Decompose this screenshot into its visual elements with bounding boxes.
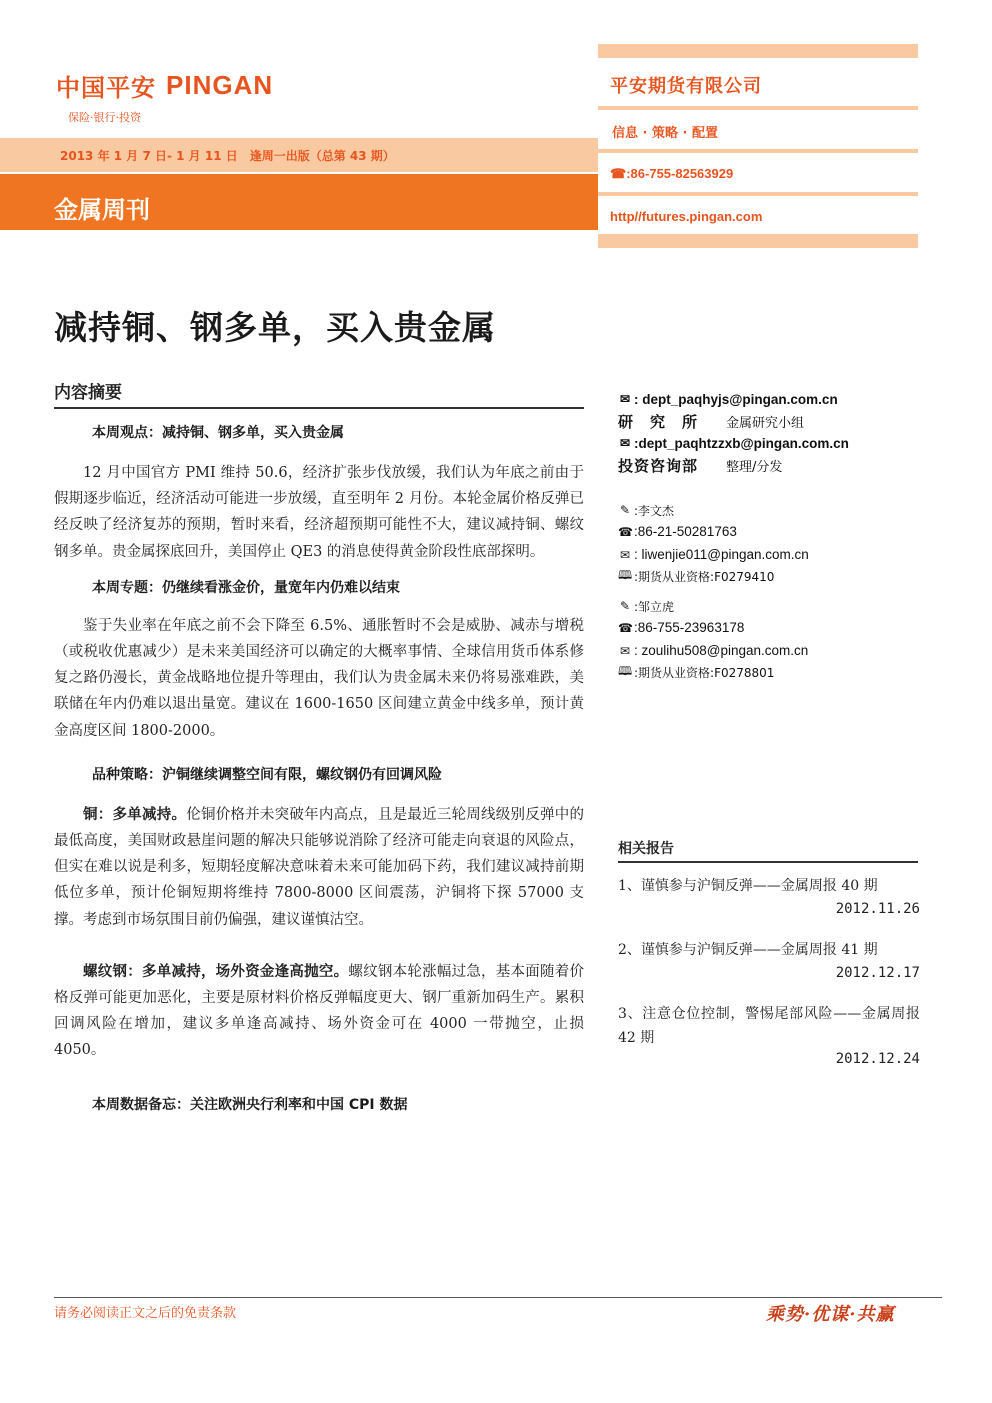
analyst-name-row [618,500,918,520]
consult-label: 投资咨询部 [618,456,699,475]
rebar-paragraph [54,959,584,1064]
section-strategy-title: 品种策略：沪铜继续调整空间有限，螺纹钢仍有回调风险 [92,766,442,783]
consult-dept-row [618,454,918,476]
analyst-license-row [618,566,918,586]
related-date: 2012.12.24 [835,1051,920,1067]
contacts-panel [618,388,918,682]
analyst-phone-row [618,616,918,639]
section-topic-text: 鉴于失业率在年底之前不会下降至 6.5%、通胀暂时不会是威胁、减赤与增税（或税收优惠减少）是未来美国经济可以确定的大概率事情、全球信用货币体系修复之路仍漫长，黄金战略地位提升等理由，我们认为贵金属未来仍将易涨难跌，美联储在年内仍难以退出量宽。建议在 1600-1650 区间建立黄金中线多单，预计黄金高度区间 1800-2000。 [54,617,584,739]
company-url[interactable]: http//futures.pingan.com [610,209,763,224]
footer-divider [54,1297,942,1298]
consult-email[interactable]: :dept_paqhtzzxb@pingan.com.cn [634,435,849,451]
pingan-logo [56,68,273,125]
publication-title: 金属周刊 [54,196,150,224]
company-slogan: 信息 · 策略 · 配置 [612,126,718,141]
related-title[interactable]: 3、注意仓位控制，警惕尾部风险——金属周报 42 期 [618,1006,920,1046]
brand-tagline: 保险·银行·投资 [68,111,141,124]
company-phone: ☎:86-755-82563929 [610,166,734,181]
analyst-email[interactable]: : liwenjie011@pingan.com.cn [634,547,809,562]
brand-en: PINGAN [166,70,274,100]
company-name: 平安期货有限公司 [610,76,762,97]
book-icon: 🕮 [618,567,633,582]
footer-disclaimer[interactable]: 请务必阅读正文之后的免责条款 [54,1306,237,1321]
phone-icon: ☎ [618,524,633,539]
pen-icon: ✎ [619,503,631,517]
phone-icon: ☎ [618,620,633,635]
research-team: 金属研究小组 [726,415,805,431]
phone-number: 86-755-82563929 [630,166,734,181]
divider [598,192,918,196]
analyst-name: :邹立虎 [634,599,675,614]
footer-motto: 乘势·优谋·共赢 [766,1304,895,1325]
analyst-email-row [618,639,918,662]
analyst-phone: :86-21-50281763 [634,524,737,539]
research-dept-row [618,410,918,432]
analyst-email-row [618,543,918,566]
analyst-card [618,596,918,682]
rebar-lead: 螺纹钢：多单减持，场外资金逢高抛空。 [83,963,349,980]
section-topic-title: 本周专题：仍继续看涨金价，量宽年内仍难以结束 [92,579,400,596]
pen-icon: ✎ [619,599,631,613]
research-label: 研 究 所 [618,412,699,431]
issue-date: 2013 年 1 月 7 日- 1 月 11 日 逢周一出版（总第 43 期） [60,149,395,163]
envelope-icon: ✉ [619,547,631,562]
divider [598,234,918,248]
report-headline: 减持铜、钢多单，买入贵金属 [54,308,496,347]
related-heading: 相关报告 [618,838,918,863]
company-info-box [598,44,918,250]
research-email[interactable]: : dept_paqhyjs@pingan.com.cn [634,391,838,407]
phone-icon: ☎ [610,166,627,181]
related-title[interactable]: 1、谨慎参与沪铜反弹——金属周报 40 期 [618,878,878,894]
brand-cn: 中国平安 [56,74,156,102]
consult-role: 整理/分发 [726,459,783,475]
analyst-name-row [618,596,918,616]
related-date: 2012.12.17 [835,965,920,981]
envelope-icon: ✉ [619,643,631,658]
related-reports [618,874,920,1086]
copper-lead: 铜：多单减持。 [83,806,187,823]
consult-email-row [618,432,918,454]
copper-paragraph [54,802,584,933]
summary-heading: 内容摘要 [54,378,584,409]
related-report[interactable] [618,1002,920,1068]
divider [598,44,918,58]
divider [598,149,918,153]
related-report[interactable] [618,938,920,984]
section-view-title: 本周观点：减持铜、钢多单，买入贵金属 [92,425,344,441]
analyst-license: :期货从业资格:F0279410 [634,569,775,584]
research-email-row [618,388,918,410]
copper-text: 伦铜价格并未突破年内高点，且是最近三轮周线级别反弹中的最低高度，美国财政悬崖问题的解决只能够说消除了经济可能走向衰退的风险点，但实在难以说是利多，短期轻度解决意味着未来可能加码下药，我们建议减持前期低位多单，预计伦铜短期将维持 7800-8000 区间震荡，沪铜将下探 57000 支撑。考虑到市场氛围目前仍偏强，建议谨慎沽空。 [54,806,585,928]
divider [598,106,918,110]
related-date: 2012.11.26 [835,901,920,917]
analyst-license: :期货从业资格:F0278801 [634,665,775,680]
related-report[interactable] [618,874,920,920]
analyst-license-row [618,662,918,682]
envelope-icon: ✉ [619,392,631,406]
analyst-email[interactable]: : zoulihu508@pingan.com.cn [634,643,809,658]
analyst-card [618,500,918,586]
analyst-name: :李文杰 [634,503,675,518]
envelope-icon: ✉ [619,436,631,450]
summary-body [54,420,584,1118]
section-data-title: 本周数据备忘：关注欧洲央行利率和中国 CPI 数据 [92,1096,408,1113]
analyst-phone-row [618,520,918,543]
analyst-phone: :86-755-23963178 [634,620,745,635]
related-title[interactable]: 2、谨慎参与沪铜反弹——金属周报 41 期 [618,942,878,958]
section-view-text: 12 月中国官方 PMI 维持 50.6，经济扩张步伐放缓，我们认为年底之前由于假期逐步临近，经济活动可能进一步放缓，直至明年 2 月份。本轮金属价格反弹已经反映了经济复苏的预期，暂时来看，经济超预期可能性不大，建议减持铜、螺纹钢多单。贵金属探底回升，美国停止 QE3 的消息使得黄金阶段性底部探明。 [54,465,584,560]
book-icon: 🕮 [618,663,633,678]
rebar-text: 螺纹钢本轮涨幅过急，基本面随着价格反弹可能更加恶化，主要是原材料价格反弹幅度更大、钢厂重新加码生产。累积回调风险在增加，建议多单逢高减持、场外资金可在 4000 一带抛空，止损 4050。 [54,963,585,1059]
